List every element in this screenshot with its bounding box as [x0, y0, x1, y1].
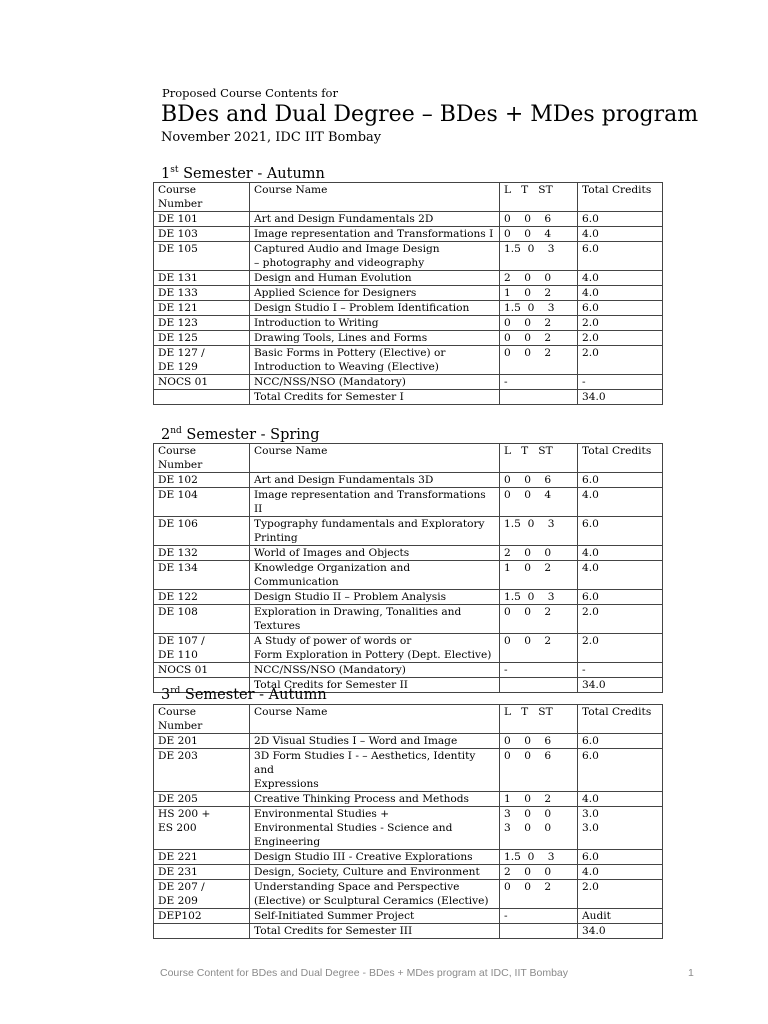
total-credits-cell: 2.0	[578, 316, 663, 331]
total-credits-cell: 6.0	[578, 517, 663, 546]
footer-text: Course Content for BDes and Dual Degree - BDes + MDes program at IDC, IIT Bombay	[160, 967, 569, 979]
table-row	[154, 375, 663, 390]
course-name-cell: Captured Audio and Image Design – photography and videography	[250, 242, 500, 271]
table-row	[154, 316, 663, 331]
course-number-cell: DE 104	[154, 488, 250, 517]
ltst-cell: 0 0 2	[500, 634, 578, 663]
ltst-cell: 2 0 0	[500, 865, 578, 880]
table-row	[154, 473, 663, 488]
total-credits-cell: 6.0	[578, 473, 663, 488]
course-number-cell: DE 205	[154, 792, 250, 807]
semester-3-table	[153, 704, 663, 939]
total-credits-cell: Audit	[578, 909, 663, 924]
course-number-cell: DE 207 / DE 209	[154, 880, 250, 909]
table-row	[154, 517, 663, 546]
ltst-cell	[500, 390, 578, 405]
course-name-cell: Design Studio III - Creative Explorations	[250, 850, 500, 865]
ltst-cell: 1.5 0 3	[500, 242, 578, 271]
course-name-cell: Total Credits for Semester III	[250, 924, 500, 939]
total-credits-cell: 6.0	[578, 590, 663, 605]
ltst-cell: 1 0 2	[500, 561, 578, 590]
course-name-cell: Total Credits for Semester II	[250, 678, 500, 693]
table-row	[154, 346, 663, 375]
ltst-cell: -	[500, 909, 578, 924]
total-credits-cell: 34.0	[578, 924, 663, 939]
course-number-cell: DEP102	[154, 909, 250, 924]
course-name-cell: Introduction to Writing	[250, 316, 500, 331]
semester-2-heading: 2nd Semester - Spring	[161, 426, 320, 443]
course-name-cell: Image representation and Transformations II	[250, 488, 500, 517]
ltst-cell: 0 0 6	[500, 749, 578, 792]
table-row	[154, 590, 663, 605]
course-number-cell: DE 131	[154, 271, 250, 286]
course-name-cell: Design Studio II – Problem Analysis	[250, 590, 500, 605]
table-row	[154, 792, 663, 807]
table-row	[154, 301, 663, 316]
table-row	[154, 880, 663, 909]
ltst-cell: -	[500, 375, 578, 390]
course-name-cell: Creative Thinking Process and Methods	[250, 792, 500, 807]
course-number-cell: DE 203	[154, 749, 250, 792]
total-credits-cell: 6.0	[578, 749, 663, 792]
table-row	[154, 634, 663, 663]
ltst-cell: 0 0 4	[500, 227, 578, 242]
semester-1-heading: 1st Semester - Autumn	[161, 165, 325, 182]
table-row	[154, 286, 663, 301]
intro-line: Proposed Course Contents for	[162, 86, 338, 100]
course-name-cell: Exploration in Drawing, Tonalities and Textures	[250, 605, 500, 634]
table-row	[154, 546, 663, 561]
table-row	[154, 331, 663, 346]
semester-3-heading: 3rd Semester - Autumn	[161, 686, 327, 703]
course-number-cell: DE 201	[154, 734, 250, 749]
table-row	[154, 850, 663, 865]
ltst-cell: 1 0 2	[500, 286, 578, 301]
ltst-cell: 0 0 2	[500, 880, 578, 909]
course-name-header: Course Name	[250, 705, 500, 734]
table-row	[154, 909, 663, 924]
document-subtitle: November 2021, IDC IIT Bombay	[161, 130, 382, 145]
document-title: BDes and Dual Degree – BDes + MDes program	[161, 102, 699, 127]
course-number-header: Course Number	[154, 183, 250, 212]
course-name-cell: Total Credits for Semester I	[250, 390, 500, 405]
course-name-cell: Image representation and Transformations I	[250, 227, 500, 242]
course-number-cell: DE 107 / DE 110	[154, 634, 250, 663]
course-name-cell: Typography fundamentals and Exploratory Printing	[250, 517, 500, 546]
course-name-cell: World of Images and Objects	[250, 546, 500, 561]
total-credits-cell: 4.0	[578, 271, 663, 286]
course-number-cell: DE 221	[154, 850, 250, 865]
course-number-cell: DE 122	[154, 590, 250, 605]
table-row	[154, 924, 663, 939]
course-number-cell: DE 105	[154, 242, 250, 271]
ltst-cell: 0 0 6	[500, 212, 578, 227]
table-row	[154, 561, 663, 590]
course-number-cell: NOCS 01	[154, 663, 250, 678]
ltst-cell: 2 0 0	[500, 546, 578, 561]
table-row	[154, 605, 663, 634]
course-number-cell: DE 231	[154, 865, 250, 880]
ltst-cell: 1.5 0 3	[500, 301, 578, 316]
course-name-cell: Self-Initiated Summer Project	[250, 909, 500, 924]
table-row	[154, 242, 663, 271]
table-row	[154, 734, 663, 749]
course-name-cell: Applied Science for Designers	[250, 286, 500, 301]
ltst-cell: 0 0 2	[500, 605, 578, 634]
course-number-cell: DE 106	[154, 517, 250, 546]
ltst-cell	[500, 924, 578, 939]
table-header-row	[154, 705, 663, 734]
ltst-cell: 0 0 4	[500, 488, 578, 517]
course-number-cell: DE 125	[154, 331, 250, 346]
course-name-cell: NCC/NSS/NSO (Mandatory)	[250, 375, 500, 390]
table-row	[154, 390, 663, 405]
course-number-cell: DE 121	[154, 301, 250, 316]
course-name-cell: Basic Forms in Pottery (Elective) or Introduction to Weaving (Elective)	[250, 346, 500, 375]
course-number-cell: DE 133	[154, 286, 250, 301]
course-number-cell: HS 200 + ES 200	[154, 807, 250, 850]
total-credits-cell: 34.0	[578, 678, 663, 693]
table-header-row	[154, 183, 663, 212]
total-credits-header: Total Credits	[578, 183, 663, 212]
table-row	[154, 807, 663, 850]
course-number-cell: DE 132	[154, 546, 250, 561]
course-name-cell: Knowledge Organization and Communication	[250, 561, 500, 590]
ltst-cell: 0 0 6	[500, 473, 578, 488]
total-credits-cell: 34.0	[578, 390, 663, 405]
course-number-cell: DE 134	[154, 561, 250, 590]
total-credits-cell: 4.0	[578, 286, 663, 301]
total-credits-cell: 2.0	[578, 346, 663, 375]
ltst-cell	[500, 678, 578, 693]
course-name-cell: Environmental Studies + Environmental Studies - Science and Engineering	[250, 807, 500, 850]
total-credits-cell: 2.0	[578, 880, 663, 909]
ltst-cell: 1.5 0 3	[500, 590, 578, 605]
total-credits-cell: 6.0	[578, 212, 663, 227]
table-row	[154, 271, 663, 286]
course-number-cell	[154, 924, 250, 939]
course-number-cell: DE 127 / DE 129	[154, 346, 250, 375]
course-number-cell: DE 108	[154, 605, 250, 634]
course-number-cell: NOCS 01	[154, 375, 250, 390]
table-row	[154, 749, 663, 792]
course-number-cell: DE 101	[154, 212, 250, 227]
course-name-cell: Drawing Tools, Lines and Forms	[250, 331, 500, 346]
total-credits-cell: 4.0	[578, 488, 663, 517]
table-row	[154, 865, 663, 880]
course-number-cell: DE 102	[154, 473, 250, 488]
total-credits-cell: 3.0 3.0	[578, 807, 663, 850]
course-name-cell: Understanding Space and Perspective (Elective) or Sculptural Ceramics (Elective)	[250, 880, 500, 909]
total-credits-cell: 4.0	[578, 546, 663, 561]
total-credits-cell: 6.0	[578, 850, 663, 865]
course-name-cell: Design Studio I – Problem Identification	[250, 301, 500, 316]
total-credits-cell: 4.0	[578, 561, 663, 590]
total-credits-cell: 2.0	[578, 634, 663, 663]
ltst-cell: 1.5 0 3	[500, 517, 578, 546]
total-credits-cell: 2.0	[578, 605, 663, 634]
total-credits-header: Total Credits	[578, 705, 663, 734]
total-credits-cell: 4.0	[578, 865, 663, 880]
course-name-header: Course Name	[250, 444, 500, 473]
course-name-cell: A Study of power of words or Form Exploration in Pottery (Dept. Elective)	[250, 634, 500, 663]
ltst-cell: 0 0 2	[500, 346, 578, 375]
total-credits-cell: 6.0	[578, 301, 663, 316]
total-credits-cell: 6.0	[578, 242, 663, 271]
total-credits-cell: 2.0	[578, 331, 663, 346]
ltst-cell: 1 0 2	[500, 792, 578, 807]
total-credits-cell: 4.0	[578, 792, 663, 807]
ltst-cell: -	[500, 663, 578, 678]
total-credits-cell: -	[578, 375, 663, 390]
total-credits-cell: 6.0	[578, 734, 663, 749]
ltst-cell: 1.5 0 3	[500, 850, 578, 865]
ltst-cell: 0 0 2	[500, 331, 578, 346]
ltst-cell: 2 0 0	[500, 271, 578, 286]
ltst-cell: 3 0 0 3 0 0	[500, 807, 578, 850]
table-row	[154, 663, 663, 678]
table-row	[154, 488, 663, 517]
semester-1-table	[153, 182, 663, 405]
course-name-cell: NCC/NSS/NSO (Mandatory)	[250, 663, 500, 678]
course-name-cell: Art and Design Fundamentals 2D	[250, 212, 500, 227]
course-number-cell	[154, 390, 250, 405]
table-header-row	[154, 444, 663, 473]
ltst-header: L T ST	[500, 444, 578, 473]
course-number-header: Course Number	[154, 444, 250, 473]
course-name-cell: Art and Design Fundamentals 3D	[250, 473, 500, 488]
course-name-header: Course Name	[250, 183, 500, 212]
total-credits-cell: 4.0	[578, 227, 663, 242]
course-number-cell: DE 103	[154, 227, 250, 242]
ltst-header: L T ST	[500, 705, 578, 734]
ltst-header: L T ST	[500, 183, 578, 212]
course-name-cell: Design, Society, Culture and Environment	[250, 865, 500, 880]
total-credits-cell: -	[578, 663, 663, 678]
total-credits-header: Total Credits	[578, 444, 663, 473]
table-row	[154, 227, 663, 242]
course-number-header: Course Number	[154, 705, 250, 734]
course-name-cell: Design and Human Evolution	[250, 271, 500, 286]
semester-2-table	[153, 443, 663, 693]
table-row	[154, 212, 663, 227]
ltst-cell: 0 0 2	[500, 316, 578, 331]
course-name-cell: 3D Form Studies I - – Aesthetics, Identity and Expressions	[250, 749, 500, 792]
ltst-cell: 0 0 6	[500, 734, 578, 749]
course-name-cell: 2D Visual Studies I – Word and Image	[250, 734, 500, 749]
course-number-cell: DE 123	[154, 316, 250, 331]
page-number: 1	[688, 967, 694, 979]
